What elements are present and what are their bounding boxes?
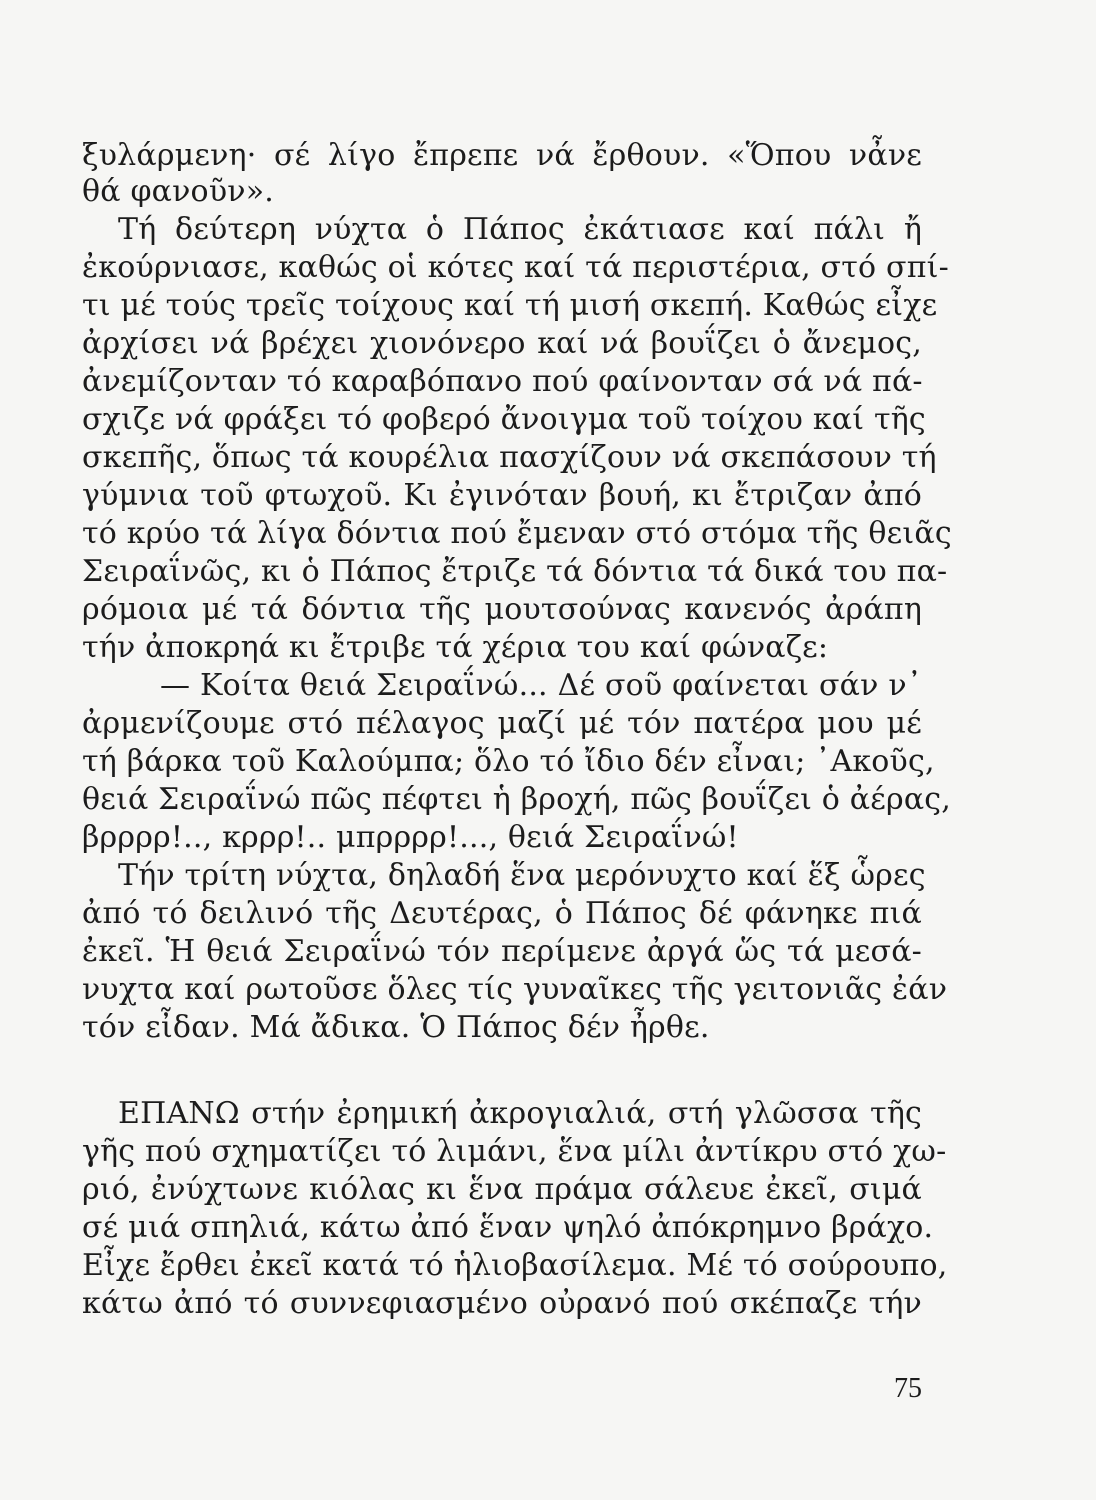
text-line: θά φανοῦν». (82, 174, 274, 209)
text-line: γύμνια τοῦ φτωχοῦ. Κι ἐγινόταν βουή, κι ἔτριζαν ἀπό (82, 478, 922, 513)
text-line: ρόμοια μέ τά δόντια τῆς μουτσούνας κανενός ἀράπη (82, 592, 922, 627)
text-line: ξυλάρμενη· σέ λίγο ἔπρεπε νά ἔρθουν. «Ὅπου νἆνε (82, 138, 922, 173)
text-line: — Κοίτα θειά Σειραΐνώ... Δέ σοῦ φαίνεται σάν ν᾽ (160, 668, 922, 703)
text-line: τι μέ τούς τρεῖς τοίχους καί τή μισή σκεπή. Καθώς εἶχε (82, 288, 938, 323)
text-line: ἀνεμίζονταν τό καραβόπανο πού φαίνονταν σά νά πά- (82, 364, 923, 399)
page-number: 75 (894, 1373, 922, 1404)
text-line: σέ μιά σπηλιά, κάτω ἀπό ἕναν ψηλό ἀπόκρημνο βράχο. (82, 1210, 934, 1245)
text-line: τή βάρκα τοῦ Καλούμπα; ὅλο τό ἴδιο δέν εἶναι; ᾽Ακοῦς, (82, 744, 935, 779)
text-line: τόν εἶδαν. Μά ἄδικα. Ὁ Πάπος δέν ἦρθε. (82, 1010, 710, 1045)
text-line: κάτω ἀπό τό συννεφιασμένο οὐρανό πού σκέπαζε τήν (82, 1286, 922, 1321)
text-line: ἀπό τό δειλινό τῆς Δευτέρας, ὁ Πάπος δέ φάνηκε πιά (82, 896, 922, 931)
text-line: γῆς πού σχηματίζει τό λιμάνι, ἕνα μίλι ἀντίκρυ στό χω- (82, 1134, 947, 1169)
text-line: Τή δεύτερη νύχτα ὁ Πάπος ἐκάτιασε καί πάλι ἤ (118, 212, 922, 247)
text-line: τήν ἀποκρηά κι ἔτριβε τά χέρια του καί φώναζε: (82, 630, 829, 665)
text-line: σχιζε νά φράξει τό φοβερό ἄνοιγμα τοῦ τοίχου καί τῆς (82, 402, 926, 437)
text-line: Εἶχε ἔρθει ἐκεῖ κατά τό ἡλιοβασίλεμα. Μέ τό σούρουπο, (82, 1248, 948, 1283)
text-line: νυχτα καί ρωτοῦσε ὅλες τίς γυναῖκες τῆς γειτονιᾶς ἐάν (82, 972, 948, 1007)
text-line: ΕΠΑΝΩ στήν ἐρημική ἀκρογιαλιά, στή γλῶσσα τῆς (118, 1096, 922, 1131)
text-line: ἀρμενίζουμε στό πέλαγος μαζί μέ τόν πατέρα μου μέ (82, 706, 922, 741)
text-line: ριό, ἐνύχτωνε κιόλας κι ἕνα πράμα σάλευε ἐκεῖ, σιμά (82, 1172, 922, 1207)
text-line: σκεπῆς, ὅπως τά κουρέλια πασχίζουν νά σκεπάσουν τή (82, 440, 937, 475)
text-line: Σειραΐνῶς, κι ὁ Πάπος ἔτριζε τά δόντια τά δικά του πα- (82, 554, 948, 589)
text-line: ἐκεῖ. Ἡ θειά Σειραΐνώ τόν περίμενε ἀργά ὥς τά μεσά- (82, 934, 922, 969)
text-line: ἐκούρνιασε, καθώς οἱ κότες καί τά περιστέρια, στό σπί- (82, 250, 949, 285)
text-line: βρρρρ!.., κρρρ!.. μπρρρρ!..., θειά Σειραΐνώ! (82, 820, 739, 855)
text-line: θειά Σειραΐνώ πῶς πέφτει ἡ βροχή, πῶς βουΐζει ὁ ἀέρας, (82, 782, 952, 817)
text-line: Τήν τρίτη νύχτα, δηλαδή ἕνα μερόνυχτο καί ἕξ ὧρες (118, 858, 926, 893)
text-line: ἀρχίσει νά βρέχει χιονόνερο καί νά βουΐζει ὁ ἄνεμος, (82, 326, 922, 361)
text-line: τό κρύο τά λίγα δόντια πού ἔμεναν στό στόμα τῆς θειᾶς (82, 516, 952, 551)
